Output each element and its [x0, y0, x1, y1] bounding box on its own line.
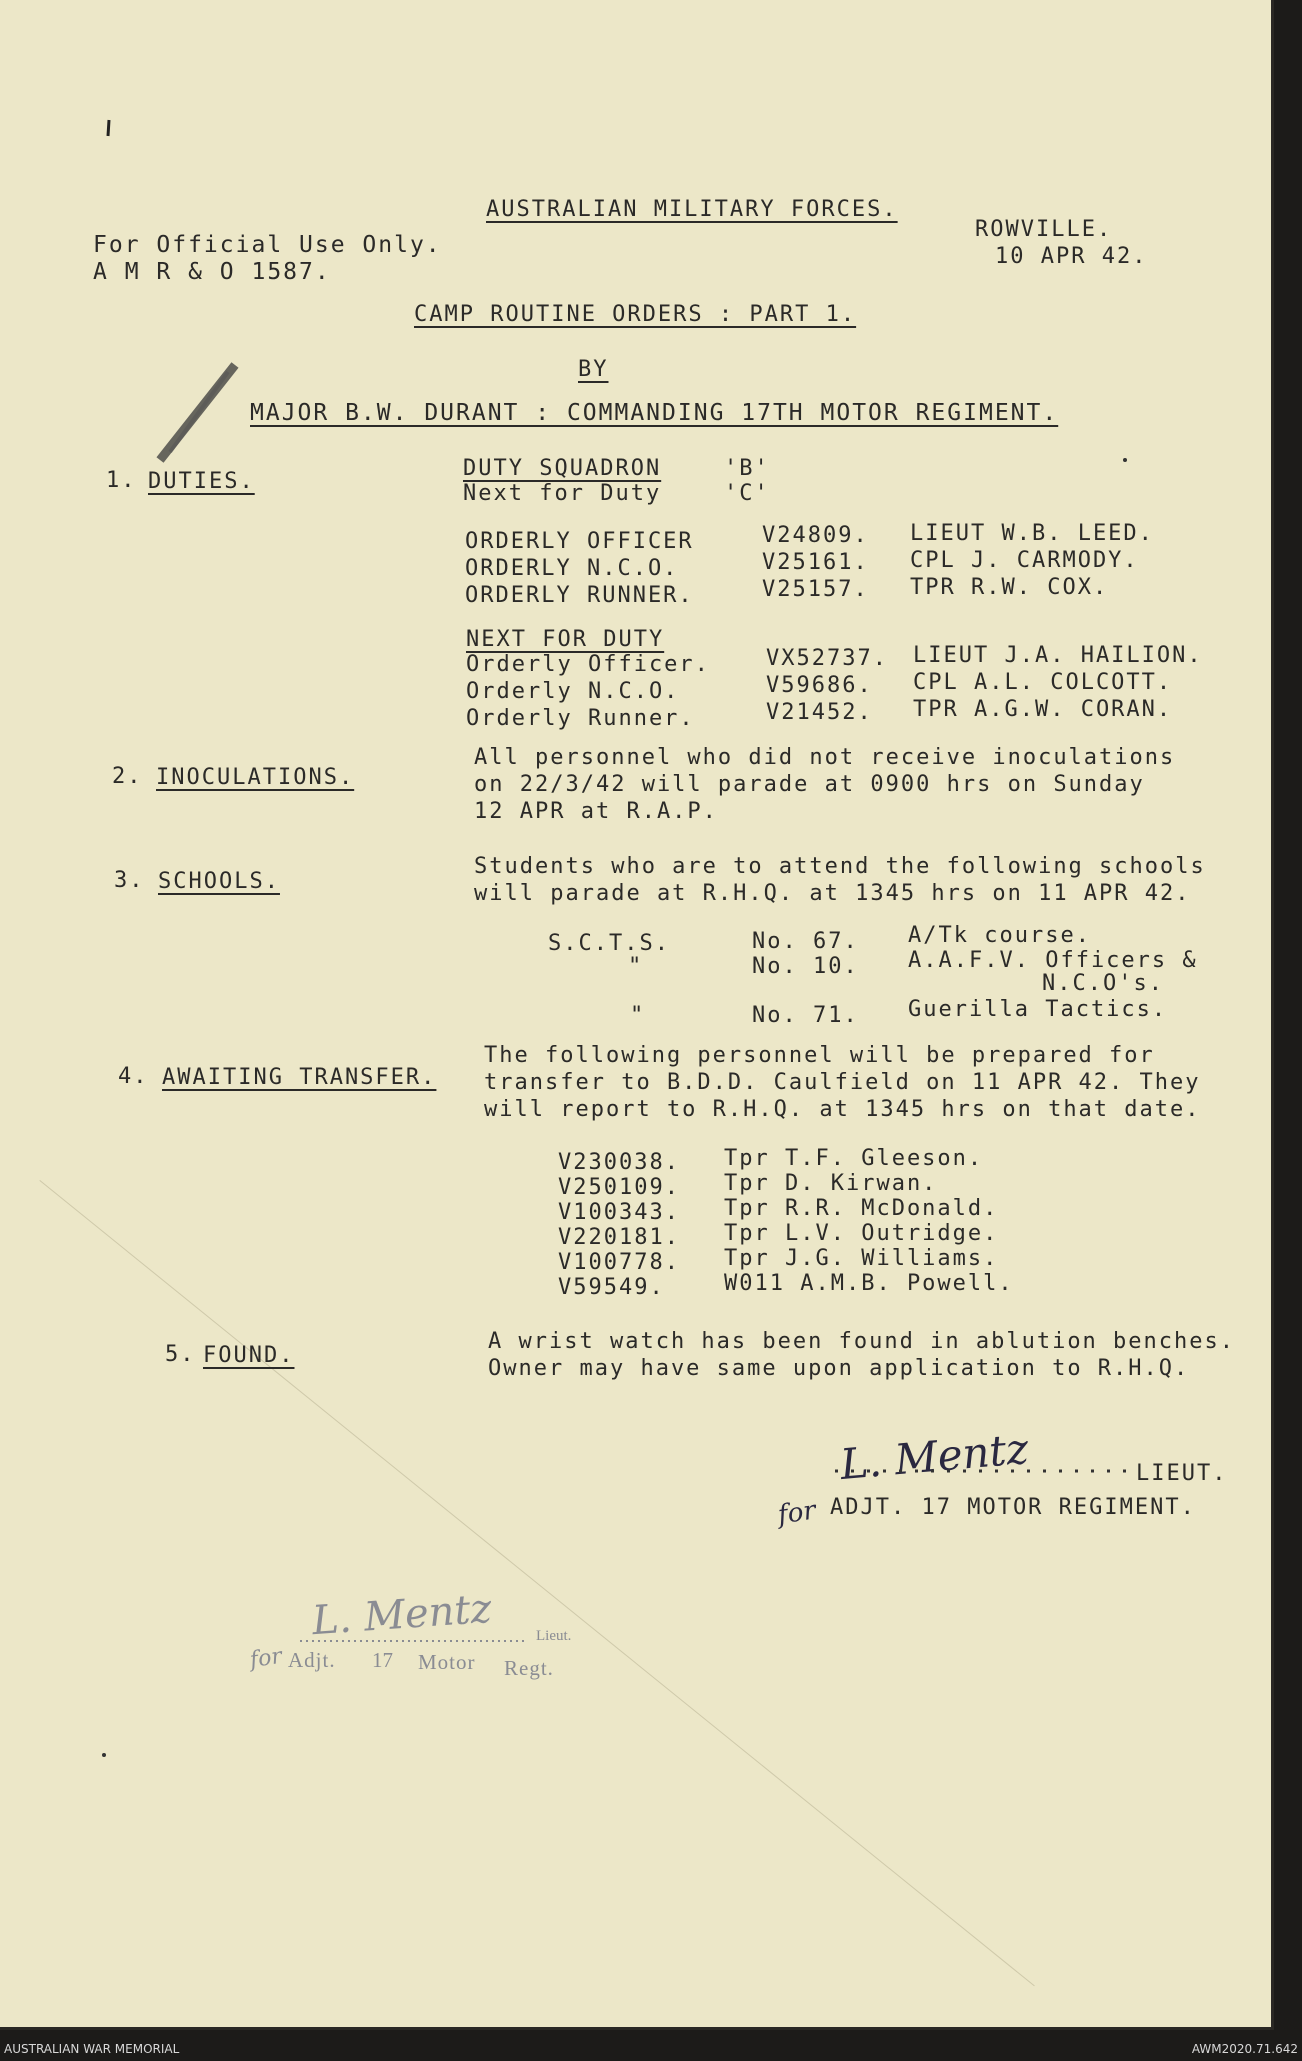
stamp-dotted-line [300, 1637, 528, 1645]
service-number: V25161. [762, 550, 869, 575]
text-line: on 22/3/42 will parade at 0900 hrs on Sunday [474, 772, 1145, 797]
service-number: V25157. [762, 577, 869, 602]
next-duty-roles [466, 651, 710, 732]
service-number: V59686. [766, 673, 873, 698]
school-course-continued: N.C.O's. [1042, 971, 1164, 996]
service-number: V59549. [558, 1275, 665, 1300]
school-course: Guerilla Tactics. [908, 997, 1168, 1022]
orders-title: CAMP ROUTINE ORDERS : PART 1. [414, 302, 857, 327]
person-name: CPL A.L. COLCOTT. [913, 670, 1173, 695]
text-line: 12 APR at R.A.P. [474, 799, 718, 824]
stamp-motor: Motor [418, 1650, 476, 1674]
next-for-duty-label: Next for Duty [463, 481, 662, 506]
paper-fold-crease [39, 1180, 1034, 1986]
stamp-lieut: Lieut. [536, 1628, 572, 1644]
duty-role: Orderly Runner. [466, 706, 695, 731]
section-heading-awaiting-transfer: AWAITING TRANSFER. [162, 1065, 437, 1090]
duty-role: Orderly N.C.O. [466, 679, 680, 704]
inoculations-text [474, 744, 1175, 825]
person-name: W011 A.M.B. Powell. [724, 1271, 1014, 1296]
next-for-duty-heading: NEXT FOR DUTY [466, 627, 665, 652]
handwritten-signature: L. Mentz [838, 1423, 1031, 1490]
person-name: LIEUT W.B. LEED. [910, 521, 1154, 546]
duty-role: ORDERLY N.C.O. [465, 556, 679, 581]
section-heading-inoculations: INOCULATIONS. [156, 765, 355, 790]
stamp-for-prefix: for [248, 1643, 284, 1674]
service-number: VX52737. [766, 646, 888, 671]
duty-squadron-label: DUTY SQUADRON [463, 456, 662, 481]
person-name: TPR R.W. COX. [910, 575, 1109, 600]
duty-roles [465, 528, 694, 609]
archive-footer [0, 2034, 1302, 2061]
person-name: LIEUT J.A. HAILION. [913, 643, 1203, 668]
school-number: No. 67. [752, 929, 859, 954]
duty-squadron-value: 'B' [724, 456, 770, 481]
text-line: All personnel who did not receive inoculations [474, 745, 1176, 770]
service-number: V100778. [558, 1250, 680, 1275]
section-heading-found: FOUND. [203, 1343, 295, 1368]
service-number: V100343. [558, 1200, 680, 1225]
text-line: transfer to B.D.D. Caulfield on 11 APR 42. They [484, 1070, 1201, 1095]
person-name: TPR A.G.W. CORAN. [913, 697, 1173, 722]
signature-rank: LIEUT. [1136, 1461, 1228, 1486]
section-number: 1. [106, 468, 137, 493]
footer-institution: AUSTRALIAN WAR MEMORIAL [4, 2042, 180, 2056]
text-line: will report to R.H.Q. at 1345 hrs on that date. [484, 1097, 1201, 1122]
person-name: Tpr R.R. McDonald. [724, 1196, 999, 1221]
found-text [488, 1328, 1235, 1382]
signature-for-prefix: for [776, 1495, 818, 1531]
schools-text [474, 853, 1206, 907]
stamp-signature: L. Mentz [310, 1585, 493, 1645]
date: 10 APR 42. [995, 244, 1148, 269]
footer-catalogue-id: AWM2020.71.642 [1191, 2042, 1298, 2056]
text-line: The following personnel will be prepared for [484, 1043, 1155, 1068]
service-number: V24809. [762, 523, 869, 548]
section-heading-schools: SCHOOLS. [158, 869, 280, 894]
document-title: AUSTRALIAN MILITARY FORCES. [486, 197, 898, 222]
ink-dot [1123, 458, 1127, 462]
reference-number: A M R & O 1587. [93, 259, 331, 285]
duty-role: ORDERLY RUNNER. [465, 583, 694, 608]
text-line: Students who are to attend the following schools [474, 854, 1206, 879]
person-name: CPL J. CARMODY. [910, 548, 1139, 573]
duty-names [910, 520, 1154, 601]
next-duty-names [913, 642, 1203, 723]
text-line: will parade at R.H.Q. at 1345 hrs on 11 APR 42. [474, 881, 1191, 906]
school-course: A/Tk course. [908, 923, 1091, 948]
orders-by: BY [578, 357, 609, 382]
ink-dot [102, 1753, 106, 1757]
school-name: S.C.T.S. [548, 931, 670, 956]
place: ROWVILLE. [975, 217, 1113, 242]
service-number: V230038. [558, 1150, 680, 1175]
transfer-text [484, 1042, 1201, 1123]
ink-mark [103, 118, 115, 140]
school-course: A.A.F.V. Officers & [908, 948, 1198, 973]
service-number: V250109. [558, 1175, 680, 1200]
service-number: V21452. [766, 700, 873, 725]
signature-dotted-line [835, 1466, 1135, 1476]
person-name: Tpr T.F. Gleeson. [724, 1146, 984, 1171]
next-duty-numbers [766, 645, 888, 726]
commanding-officer: MAJOR B.W. DURANT : COMMANDING 17TH MOTOR REGIMENT. [250, 400, 1059, 426]
school-number: No. 10. [752, 954, 859, 979]
school-name: " [630, 1003, 646, 1028]
person-name: Tpr L.V. Outridge. [724, 1221, 999, 1246]
next-for-duty-value: 'C' [724, 481, 770, 506]
security-classification: For Official Use Only. [93, 232, 442, 258]
signature-title: ADJT. 17 MOTOR REGIMENT. [830, 1495, 1196, 1520]
text-line: A wrist watch has been found in ablution benches. [488, 1329, 1236, 1354]
section-heading-duties: DUTIES. [148, 469, 255, 494]
text-line: Owner may have same upon application to R.H.Q. [488, 1356, 1190, 1381]
school-name: " [628, 954, 644, 979]
stamp-17: 17 [372, 1648, 393, 1672]
section-number: 5. [165, 1342, 196, 1367]
duty-role: ORDERLY OFFICER [465, 529, 694, 554]
duty-role: Orderly Officer. [466, 652, 710, 677]
school-number: No. 71. [752, 1003, 859, 1028]
section-number: 3. [114, 868, 145, 893]
transfer-numbers [558, 1150, 680, 1300]
pen-scribble [150, 360, 240, 470]
transfer-names [724, 1146, 1014, 1296]
section-number: 2. [112, 764, 143, 789]
section-number: 4. [118, 1064, 149, 1089]
stamp-adjt: Adjt. [288, 1648, 336, 1672]
duty-numbers [762, 522, 869, 603]
stamp-regt: Regt. [504, 1656, 554, 1680]
person-name: Tpr D. Kirwan. [724, 1171, 938, 1196]
person-name: Tpr J.G. Williams. [724, 1246, 999, 1271]
service-number: V220181. [558, 1225, 680, 1250]
